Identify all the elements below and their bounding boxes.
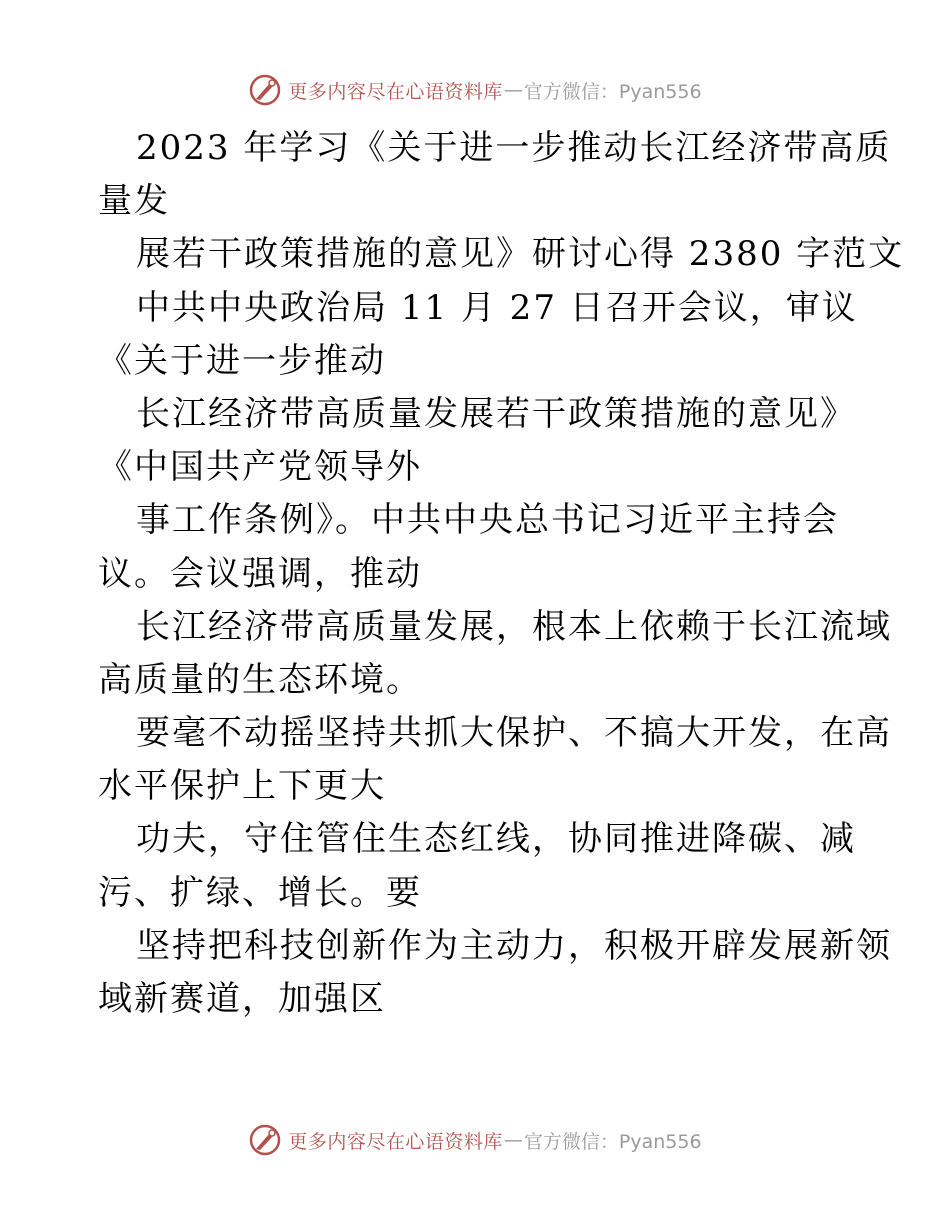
text-line: 域新赛道，加强区 (98, 979, 386, 1019)
text-line: 污、扩绿、增长。要 (98, 872, 422, 913)
text-line: 长江经济带高质量发展若干政策措施的意见》 (136, 393, 856, 434)
header-watermark (0, 70, 950, 110)
footer-watermark (0, 1120, 950, 1160)
text-line: 事工作条例》。中共中央总书记习近平主持会 (136, 500, 839, 541)
text-line: 坚持把科技创新作为主动力，积极开辟发展新领 (136, 925, 892, 966)
quill-pen-logo-icon (248, 73, 282, 107)
text-line: 功夫，守住管住生态红线，协同推进降碳、减 (136, 819, 856, 860)
document-body (98, 122, 905, 1026)
text-line: 中共中央政治局 11 月 27 日召开会议，审议 (136, 287, 858, 328)
text-line: 水平保护上下更大 (98, 766, 386, 807)
quill-pen-logo-icon (248, 1123, 282, 1157)
watermark-site-text: 更多内容尽在心语资料库 (288, 1130, 503, 1153)
text-line: 展若干政策措施的意见》研讨心得 2380 字范文 (136, 234, 905, 275)
watermark-contact-text: 官方微信：Pyan556 (523, 80, 702, 103)
watermark-site-text: 更多内容尽在心语资料库 (288, 80, 503, 103)
text-line: 长江经济带高质量发展，根本上依赖于长江流域 (136, 606, 892, 647)
watermark-dash: — (503, 1129, 523, 1151)
text-line: 量发 (98, 181, 170, 222)
text-line: 2023 年学习《关于进一步推动长江经济带高质 (136, 128, 892, 168)
text-line: 《关于进一步推动 (98, 340, 386, 381)
watermark-contact-text: 官方微信：Pyan556 (523, 1130, 702, 1153)
text-line: 要毫不动摇坚持共抓大保护、不搞大开发，在高 (136, 713, 892, 754)
text-line: 高质量的生态环境。 (98, 659, 422, 700)
text-line: 《中国共产党领导外 (98, 447, 422, 488)
text-line: 议。会议强调，推动 (98, 553, 422, 594)
watermark-dash: — (503, 79, 523, 101)
